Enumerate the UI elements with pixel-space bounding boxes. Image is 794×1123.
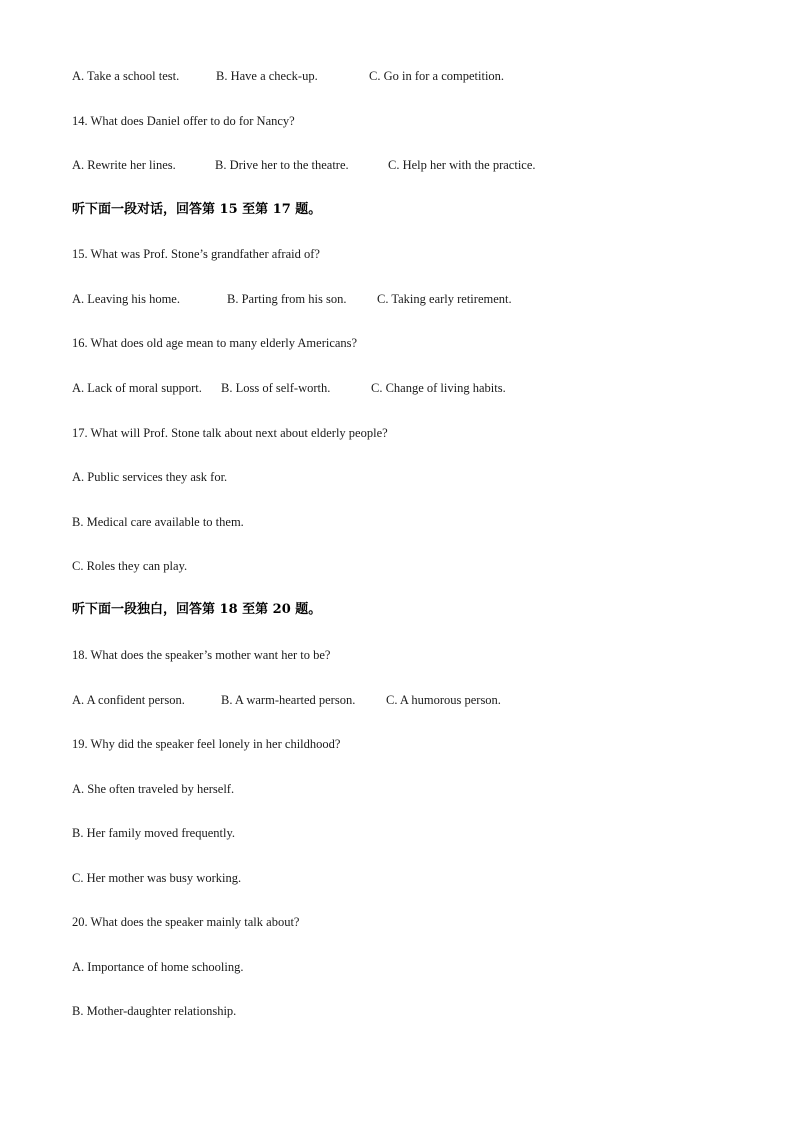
q18-options-row: [72, 692, 722, 708]
q14-option-a: A. Rewrite her lines.: [72, 158, 176, 172]
q15-option-b: B. Parting from his son.: [227, 292, 347, 306]
section-heading-18-20: 听下面一段独白，回答第 18 至第 20 题。: [72, 602, 322, 617]
q15-options-row: [72, 291, 722, 307]
q20-option-b: B. Mother-daughter relationship.: [72, 1004, 237, 1018]
q14-options-row: [72, 157, 722, 173]
q16-options-row: [72, 380, 722, 396]
q19-option-b: B. Her family moved frequently.: [72, 826, 236, 840]
q17-option-a: A. Public services they ask for.: [72, 470, 228, 484]
q16-option-a: A. Lack of moral support.: [72, 381, 202, 395]
q19-option-a: A. She often traveled by herself.: [72, 782, 235, 796]
q17-option-c: C. Roles they can play.: [72, 559, 188, 573]
section-heading-15-17: 听下面一段对话，回答第 15 至第 17 题。: [72, 202, 322, 217]
q19-question: 19. Why did the speaker feel lonely in her childhood?: [72, 737, 341, 751]
q17-option-b: B. Medical care available to them.: [72, 515, 244, 529]
q14-option-b: B. Drive her to the theatre.: [215, 158, 349, 172]
q16-option-b: B. Loss of self-worth.: [221, 381, 331, 395]
q18-option-c: C. A humorous person.: [386, 693, 501, 707]
q13-option-c: C. Go in for a competition.: [369, 69, 505, 83]
q17-question: 17. What will Prof. Stone talk about next about elderly people?: [72, 426, 388, 440]
q18-option-b: B. A warm-hearted person.: [221, 693, 356, 707]
q16-question: 16. What does old age mean to many elderly Americans?: [72, 336, 358, 350]
q13-option-a: A. Take a school test.: [72, 69, 180, 83]
q20-question: 20. What does the speaker mainly talk about?: [72, 915, 300, 929]
q15-option-a: A. Leaving his home.: [72, 292, 180, 306]
q13-option-b: B. Have a check-up.: [216, 69, 318, 83]
q20-option-a: A. Importance of home schooling.: [72, 960, 244, 974]
q16-option-c: C. Change of living habits.: [371, 381, 506, 395]
q13-options-row: [72, 68, 722, 84]
q19-option-c: C. Her mother was busy working.: [72, 871, 242, 885]
q15-question: 15. What was Prof. Stone’s grandfather afraid of?: [72, 247, 320, 261]
q15-option-c: C. Taking early retirement.: [377, 292, 512, 306]
q18-question: 18. What does the speaker’s mother want her to be?: [72, 648, 331, 662]
q14-option-c: C. Help her with the practice.: [388, 158, 536, 172]
q14-question: 14. What does Daniel offer to do for Nancy?: [72, 114, 295, 128]
q18-option-a: A. A confident person.: [72, 693, 185, 707]
